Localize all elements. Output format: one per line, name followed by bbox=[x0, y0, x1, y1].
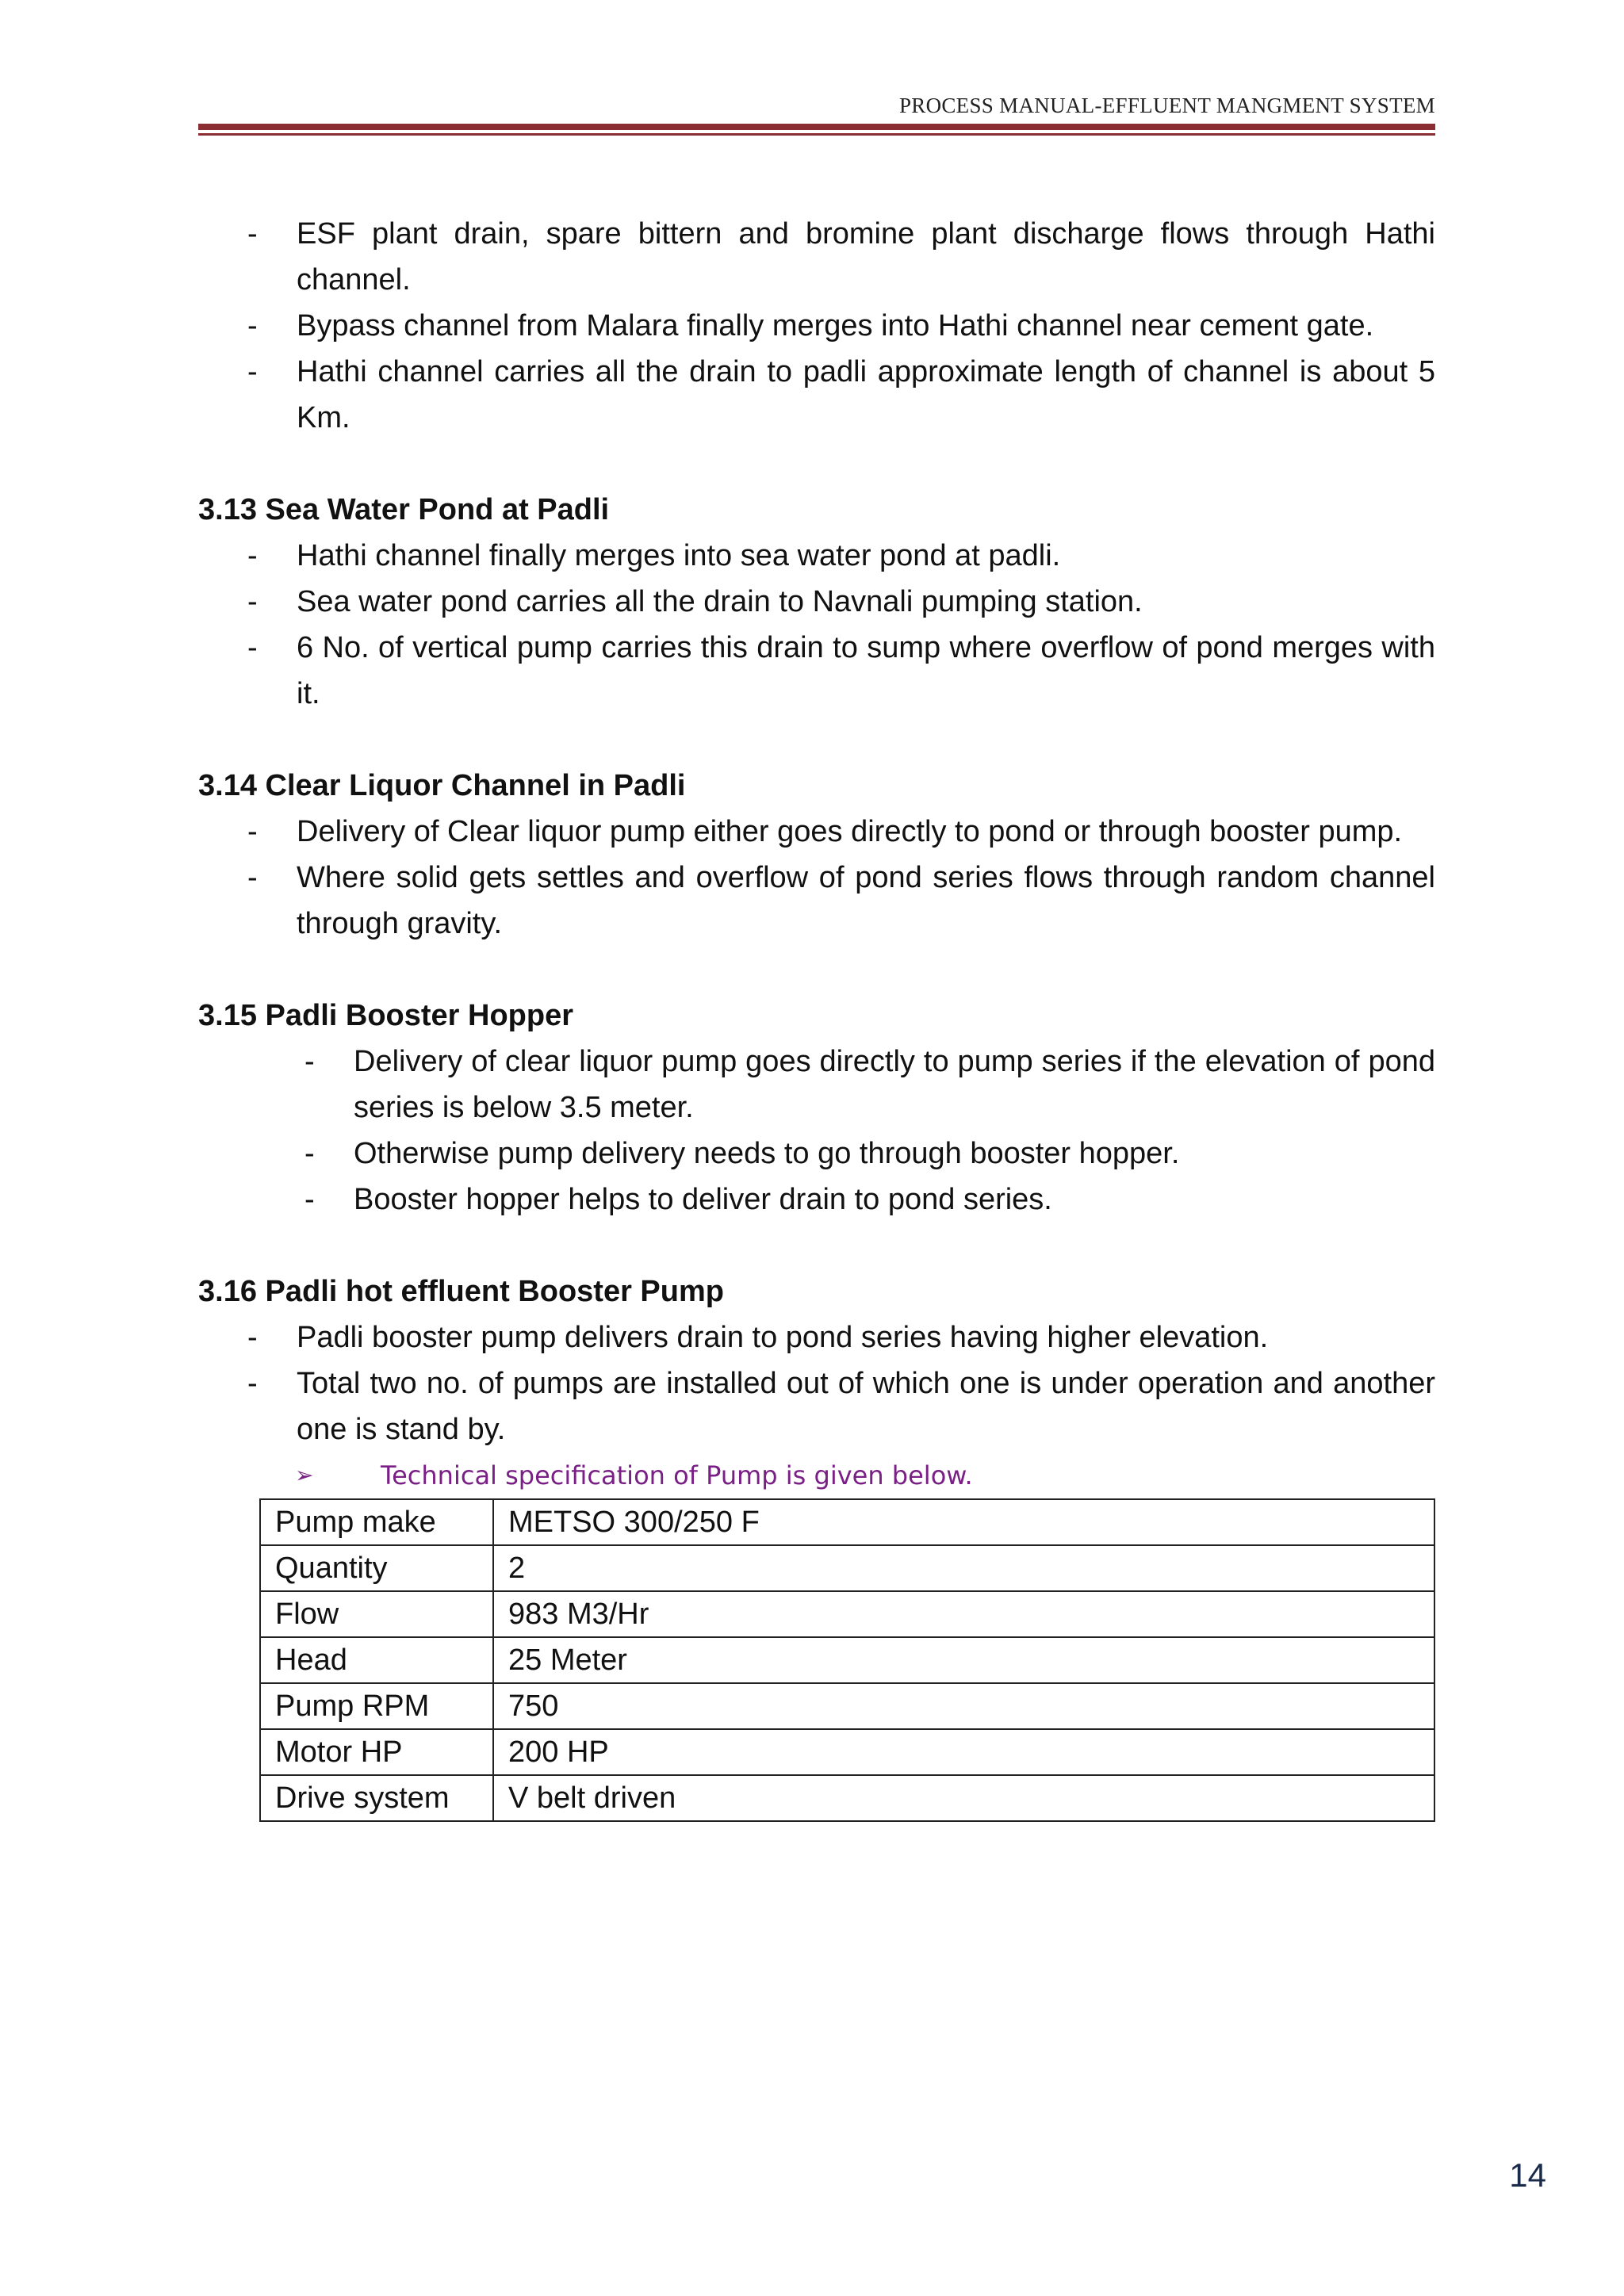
bullet-dash: - bbox=[304, 1137, 315, 1170]
spec-value: 750 bbox=[493, 1683, 1434, 1729]
bullet-text: Total two no. of pumps are installed out of which one is under operation and another one is stand by. bbox=[297, 1367, 1435, 1446]
bullet-text: Hathi channel finally merges into sea water pond at padli. bbox=[297, 539, 1061, 572]
bullet-text: Padli booster pump delivers drain to pond series having higher elevation. bbox=[297, 1321, 1269, 1354]
spec-label: Pump make bbox=[260, 1499, 493, 1545]
bullet-text: Delivery of Clear liquor pump either goes directly to pond or through booster pump. bbox=[297, 815, 1403, 848]
bullet-dash: - bbox=[304, 1183, 315, 1216]
bullet-dash: - bbox=[247, 217, 258, 251]
list-item bbox=[198, 855, 1435, 947]
spec-value: METSO 300/250 F bbox=[493, 1499, 1434, 1545]
bullet-text: Delivery of clear liquor pump goes directly to pump series if the elevation of pond series is below 3.5 meter. bbox=[354, 1045, 1435, 1124]
list-item bbox=[198, 579, 1435, 625]
list-item bbox=[198, 625, 1435, 717]
bullet-dash: - bbox=[247, 631, 258, 664]
bullet-dash: - bbox=[247, 539, 258, 572]
bullet-dash: - bbox=[247, 585, 258, 618]
bullet-dash: - bbox=[247, 309, 258, 342]
bullet-dash: - bbox=[247, 1367, 258, 1400]
table-row bbox=[260, 1683, 1434, 1729]
bullet-dash: - bbox=[247, 815, 258, 848]
bullet-dash: - bbox=[304, 1045, 315, 1078]
spec-label: Head bbox=[260, 1637, 493, 1683]
table-row bbox=[260, 1545, 1434, 1591]
bullet-dash: - bbox=[247, 861, 258, 894]
spec-note bbox=[198, 1452, 1435, 1498]
spec-label: Motor HP bbox=[260, 1729, 493, 1775]
list-item bbox=[198, 1039, 1435, 1131]
table-row bbox=[260, 1591, 1434, 1637]
spec-value: 983 M3/Hr bbox=[493, 1591, 1434, 1637]
bullet-text: Bypass channel from Malara finally merges into Hathi channel near cement gate. bbox=[297, 309, 1374, 342]
table-row bbox=[260, 1637, 1434, 1683]
bullet-text: Where solid gets settles and overflow of pond series flows through random channel through gravity. bbox=[297, 861, 1435, 940]
section-heading: 3.15 Padli Booster Hopper bbox=[198, 999, 574, 1032]
list-item bbox=[198, 1314, 1435, 1360]
header-rule-thick bbox=[198, 124, 1435, 130]
running-header: PROCESS MANUAL-EFFLUENT MANGMENT SYSTEM bbox=[898, 94, 1435, 117]
spec-value: 2 bbox=[493, 1545, 1434, 1591]
bullet-text: Otherwise pump delivery needs to go through booster hopper. bbox=[354, 1137, 1180, 1170]
list-item bbox=[198, 349, 1435, 441]
spec-label: Flow bbox=[260, 1591, 493, 1637]
spec-label: Quantity bbox=[260, 1545, 493, 1591]
list-item bbox=[198, 1131, 1435, 1177]
list-item bbox=[198, 533, 1435, 579]
header-rule-thin bbox=[198, 133, 1435, 136]
section-heading: 3.16 Padli hot effluent Booster Pump bbox=[198, 1275, 724, 1308]
bullet-dash: - bbox=[247, 1321, 258, 1354]
bullet-text: Sea water pond carries all the drain to Navnali pumping station. bbox=[297, 585, 1143, 618]
spec-value: 25 Meter bbox=[493, 1637, 1434, 1683]
spec-label: Pump RPM bbox=[260, 1683, 493, 1729]
bullet-text: 6 No. of vertical pump carries this drain to sump where overflow of pond merges with it. bbox=[297, 631, 1435, 710]
list-item bbox=[198, 211, 1435, 303]
table-row bbox=[260, 1729, 1434, 1775]
table-row bbox=[260, 1499, 1434, 1545]
list-item bbox=[198, 809, 1435, 855]
section-heading: 3.13 Sea Water Pond at Padli bbox=[198, 493, 610, 526]
spec-value: V belt driven bbox=[493, 1775, 1434, 1821]
bullet-text: Hathi channel carries all the drain to padli approximate length of channel is about 5 Km. bbox=[297, 355, 1435, 434]
spec-label: Drive system bbox=[260, 1775, 493, 1821]
body-content bbox=[198, 211, 1435, 1498]
list-item bbox=[198, 1360, 1435, 1452]
arrow-bullet-icon: ➢ bbox=[295, 1462, 314, 1488]
pump-spec-table bbox=[259, 1498, 1435, 1822]
list-item bbox=[198, 303, 1435, 349]
table-row bbox=[260, 1775, 1434, 1821]
bullet-text: Booster hopper helps to deliver drain to pond series. bbox=[354, 1183, 1052, 1216]
page-number: 14 bbox=[1509, 2156, 1546, 2194]
list-item bbox=[198, 1177, 1435, 1223]
spec-value: 200 HP bbox=[493, 1729, 1434, 1775]
section-heading: 3.14 Clear Liquor Channel in Padli bbox=[198, 769, 686, 802]
spec-note-text: Technical specification of Pump is given below. bbox=[381, 1460, 973, 1490]
bullet-text: ESF plant drain, spare bittern and bromine plant discharge flows through Hathi channel. bbox=[297, 217, 1435, 297]
bullet-dash: - bbox=[247, 355, 258, 388]
